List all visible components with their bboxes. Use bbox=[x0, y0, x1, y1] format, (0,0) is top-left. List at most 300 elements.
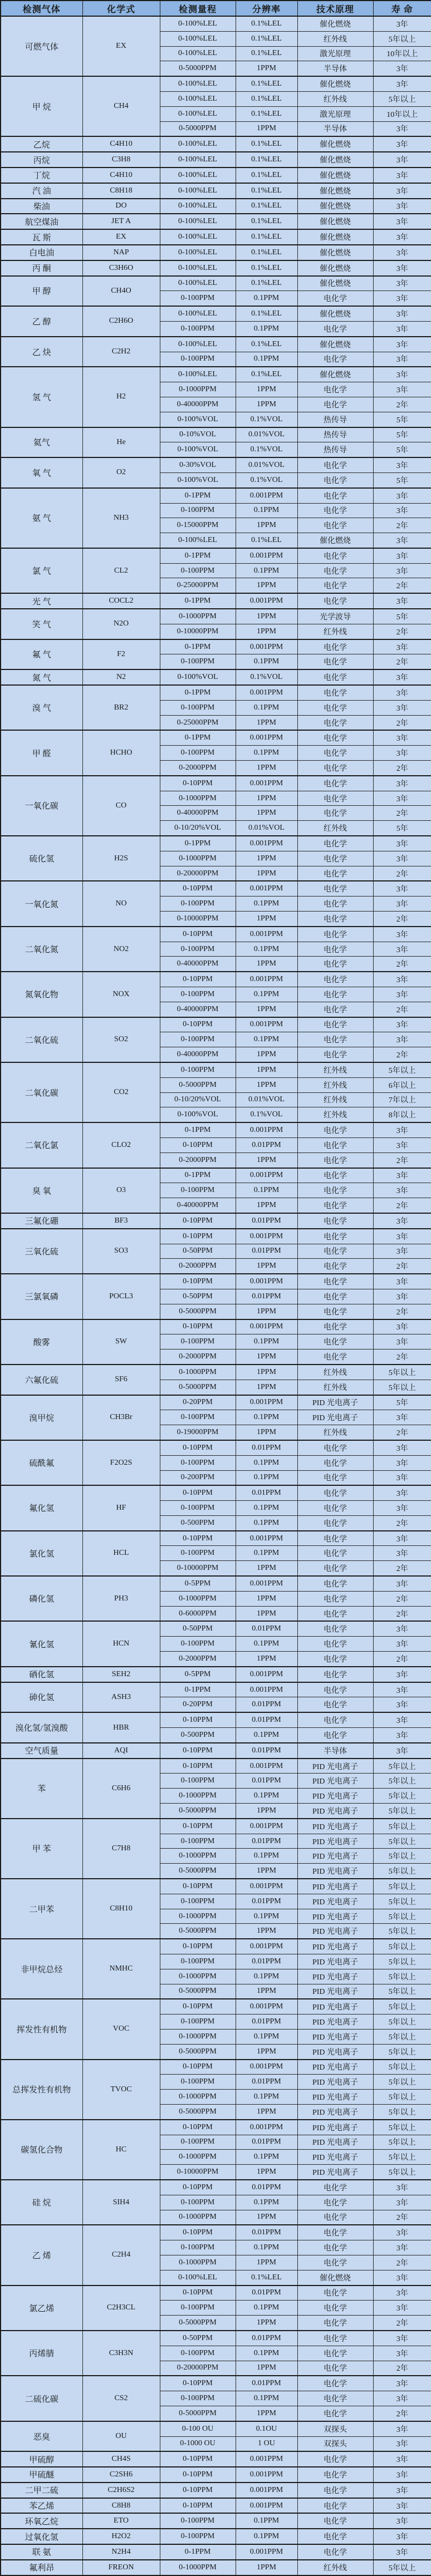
range-cell: 0-100PPM bbox=[160, 1894, 236, 1909]
resolution-cell: 0.1%VOL bbox=[236, 1107, 297, 1122]
principle-cell: 电化学 bbox=[297, 1289, 373, 1304]
range-cell: 0-6000PPM bbox=[160, 1606, 236, 1621]
resolution-cell: 0.1PPM bbox=[236, 563, 297, 578]
principle-cell: 电化学 bbox=[297, 851, 373, 866]
principle-cell: 红外线 bbox=[297, 1425, 373, 1440]
range-cell: 0-25000PPM bbox=[160, 578, 236, 593]
resolution-cell: 0.01PPM bbox=[236, 1774, 297, 1789]
gas-row bbox=[1, 1759, 431, 1774]
principle-cell: PID 光电离子 bbox=[297, 1909, 373, 1924]
principle-cell: 电化学 bbox=[297, 2240, 373, 2255]
gas-row bbox=[1, 337, 431, 352]
lifetime-cell: 5年以上 bbox=[373, 1774, 431, 1789]
principle-cell: 电化学 bbox=[297, 1728, 373, 1743]
header-lifetime: 寿 命 bbox=[373, 1, 431, 16]
formula-cell: SO3 bbox=[82, 1229, 160, 1274]
range-cell: 0-100PPM bbox=[160, 2529, 236, 2544]
lifetime-cell: 3年 bbox=[373, 306, 431, 321]
range-cell: 0-1PPM bbox=[160, 593, 236, 609]
range-cell: 0-100PPM bbox=[160, 2513, 236, 2529]
range-cell: 0-100PPM bbox=[160, 2240, 236, 2255]
gas-name-cell: 甲 醇 bbox=[1, 276, 82, 307]
principle-cell: 电化学 bbox=[297, 2346, 373, 2361]
lifetime-cell: 5年以上 bbox=[373, 2044, 431, 2059]
range-cell: 0-1000PPM bbox=[160, 382, 236, 397]
lifetime-cell: 3年 bbox=[373, 639, 431, 654]
lifetime-cell: 2年 bbox=[373, 1425, 431, 1440]
lifetime-cell: 5年 bbox=[373, 609, 431, 624]
gas-name-cell: 汽 油 bbox=[1, 183, 82, 199]
range-cell: 0-50PPM bbox=[160, 2331, 236, 2346]
resolution-cell: 0.01%VOL bbox=[236, 821, 297, 836]
principle-cell: 电化学 bbox=[297, 1652, 373, 1667]
lifetime-cell: 3年 bbox=[373, 2513, 431, 2529]
gas-row bbox=[1, 457, 431, 472]
range-cell: 0-1000PPM bbox=[160, 1849, 236, 1864]
range-cell: 0-10PPM bbox=[160, 1017, 236, 1032]
resolution-cell: 0.1PPM bbox=[236, 897, 297, 912]
principle-cell: 电化学 bbox=[297, 1274, 373, 1289]
formula-cell: ASH3 bbox=[82, 1682, 160, 1713]
resolution-cell: 1PPM bbox=[236, 624, 297, 639]
resolution-cell: 1PPM bbox=[236, 61, 297, 76]
principle-cell: 电化学 bbox=[297, 1229, 373, 1244]
resolution-cell: 0.1%LEL bbox=[236, 136, 297, 152]
gas-row bbox=[1, 1667, 431, 1682]
resolution-cell: 0.1OU bbox=[236, 2421, 297, 2436]
lifetime-cell: 5年以上 bbox=[373, 2090, 431, 2105]
principle-cell: PID 光电离子 bbox=[297, 1819, 373, 1834]
lifetime-cell: 2年 bbox=[373, 806, 431, 821]
range-cell: 0-10PPM bbox=[160, 972, 236, 987]
lifetime-cell: 5年以上 bbox=[373, 1819, 431, 1834]
principle-cell: 电化学 bbox=[297, 1485, 373, 1500]
lifetime-cell: 5年以上 bbox=[373, 1879, 431, 1894]
formula-cell: HBR bbox=[82, 1712, 160, 1743]
formula-cell: NMHC bbox=[82, 1939, 160, 1999]
gas-name-cell: 氯乙烯 bbox=[1, 2286, 82, 2331]
resolution-cell: 1PPM bbox=[236, 1804, 297, 1819]
lifetime-cell: 3年 bbox=[373, 1229, 431, 1244]
formula-cell: HCN bbox=[82, 1621, 160, 1666]
range-cell: 0-1PPM bbox=[160, 2544, 236, 2560]
resolution-cell: 0.1%LEL bbox=[236, 31, 297, 46]
gas-row bbox=[1, 2376, 431, 2391]
principle-cell: 电化学 bbox=[297, 593, 373, 609]
range-cell: 0-500PPM bbox=[160, 1515, 236, 1530]
gas-name-cell: 一氧化碳 bbox=[1, 776, 82, 836]
resolution-cell: 1PPM bbox=[236, 609, 297, 624]
lifetime-cell: 10年以上 bbox=[373, 46, 431, 61]
resolution-cell: 1PPM bbox=[236, 957, 297, 972]
range-cell: 0-1000PPM bbox=[160, 609, 236, 624]
lifetime-cell: 8年以上 bbox=[373, 1107, 431, 1122]
range-cell: 0-19000PPM bbox=[160, 1425, 236, 1440]
principle-cell: 电化学 bbox=[297, 1470, 373, 1485]
principle-cell: 电化学 bbox=[297, 957, 373, 972]
gas-row bbox=[1, 1319, 431, 1334]
resolution-cell: 0.001PPM bbox=[236, 972, 297, 987]
formula-cell: NO2 bbox=[82, 927, 160, 972]
lifetime-cell: 3年 bbox=[373, 2225, 431, 2240]
range-cell: 0-100%LEL bbox=[160, 106, 236, 121]
range-cell: 0-100%LEL bbox=[160, 76, 236, 91]
header-principle: 技术原理 bbox=[297, 1, 373, 16]
gas-row bbox=[1, 1062, 431, 1077]
gas-name-cell: 氧 气 bbox=[1, 457, 82, 488]
lifetime-cell: 3年 bbox=[373, 1485, 431, 1500]
principle-cell: 红外线 bbox=[297, 821, 373, 836]
range-cell: 0-2000PPM bbox=[160, 761, 236, 776]
lifetime-cell: 3年 bbox=[373, 942, 431, 957]
range-cell: 0-10PPM bbox=[160, 2180, 236, 2195]
range-cell: 0-1000PPM bbox=[160, 1365, 236, 1380]
principle-cell: PID 光电离子 bbox=[297, 2044, 373, 2059]
gas-name-cell: 苯 bbox=[1, 1759, 82, 1819]
lifetime-cell: 3年 bbox=[373, 152, 431, 168]
principle-cell: 催化燃烧 bbox=[297, 276, 373, 291]
lifetime-cell: 3年 bbox=[373, 2544, 431, 2560]
gas-name-cell: 乙烷 bbox=[1, 136, 82, 152]
principle-cell: 电化学 bbox=[297, 2467, 373, 2483]
principle-cell: 半导体 bbox=[297, 61, 373, 76]
resolution-cell: 0.01PPM bbox=[236, 1244, 297, 1259]
gas-row bbox=[1, 1168, 431, 1183]
gas-name-cell: 氮氧化物 bbox=[1, 972, 82, 1017]
principle-cell: 电化学 bbox=[297, 1122, 373, 1137]
principle-cell: 红外线 bbox=[297, 1092, 373, 1107]
range-cell: 0-1000PPM bbox=[160, 1969, 236, 1984]
gas-row bbox=[1, 927, 431, 942]
gas-row bbox=[1, 229, 431, 245]
principle-cell: 电化学 bbox=[297, 1561, 373, 1576]
lifetime-cell: 5年以上 bbox=[373, 2060, 431, 2075]
range-cell: 0-100PPM bbox=[160, 987, 236, 1002]
range-cell: 0-10PPM bbox=[160, 2498, 236, 2514]
gas-row bbox=[1, 669, 431, 685]
range-cell: 0-5PPM bbox=[160, 1576, 236, 1591]
lifetime-cell: 5年以上 bbox=[373, 1954, 431, 1969]
resolution-cell: 1PPM bbox=[236, 2361, 297, 2376]
gas-row bbox=[1, 548, 431, 563]
range-cell: 0-100PPM bbox=[160, 1455, 236, 1470]
gas-row bbox=[1, 2331, 431, 2346]
resolution-cell: 0.1%LEL bbox=[236, 46, 297, 61]
lifetime-cell: 2年 bbox=[373, 1606, 431, 1621]
lifetime-cell: 2年 bbox=[373, 397, 431, 412]
principle-cell: 红外线 bbox=[297, 31, 373, 46]
principle-cell: 电化学 bbox=[297, 1591, 373, 1606]
lifetime-cell: 5年以上 bbox=[373, 2029, 431, 2044]
formula-cell: O3 bbox=[82, 1168, 160, 1213]
range-cell: 0-1PPM bbox=[160, 488, 236, 503]
resolution-cell: 0.01PPM bbox=[236, 2135, 297, 2150]
principle-cell: 电化学 bbox=[297, 987, 373, 1002]
formula-cell: CL2 bbox=[82, 548, 160, 593]
gas-row bbox=[1, 685, 431, 700]
resolution-cell: 0.1%LEL bbox=[236, 91, 297, 106]
lifetime-cell: 5年以上 bbox=[373, 1849, 431, 1864]
resolution-cell: 1PPM bbox=[236, 578, 297, 593]
lifetime-cell: 2年 bbox=[373, 2361, 431, 2376]
lifetime-cell: 2年 bbox=[373, 1349, 431, 1365]
principle-cell: 电化学 bbox=[297, 685, 373, 700]
lifetime-cell: 3年 bbox=[373, 1289, 431, 1304]
range-cell: 0-50PPM bbox=[160, 1289, 236, 1304]
lifetime-cell: 3年 bbox=[373, 563, 431, 578]
resolution-cell: 1PPM bbox=[236, 715, 297, 730]
lifetime-cell: 3年 bbox=[373, 457, 431, 472]
gas-row bbox=[1, 1576, 431, 1591]
lifetime-cell: 3年 bbox=[373, 2301, 431, 2316]
lifetime-cell: 5年以上 bbox=[373, 2165, 431, 2180]
principle-cell: PID 光电离子 bbox=[297, 2135, 373, 2150]
resolution-cell: 0.01PPM bbox=[236, 1621, 297, 1636]
range-cell: 0-100PPM bbox=[160, 1637, 236, 1652]
range-cell: 0-25000PPM bbox=[160, 715, 236, 730]
lifetime-cell: 2年 bbox=[373, 1047, 431, 1062]
principle-cell: PID 光电离子 bbox=[297, 2060, 373, 2075]
range-cell: 0-100PPM bbox=[160, 563, 236, 578]
gas-row bbox=[1, 168, 431, 183]
lifetime-cell: 5年以上 bbox=[373, 1834, 431, 1849]
range-cell: 0-1000PPM bbox=[160, 2150, 236, 2165]
range-cell: 0-100%LEL bbox=[160, 276, 236, 291]
resolution-cell: 0.1PPM bbox=[236, 700, 297, 715]
lifetime-cell: 5年以上 bbox=[373, 1789, 431, 1804]
range-cell: 0-10PPM bbox=[160, 2483, 236, 2498]
formula-cell: C3H6O bbox=[82, 260, 160, 276]
resolution-cell: 0.001PPM bbox=[236, 1274, 297, 1289]
principle-cell: 电化学 bbox=[297, 2406, 373, 2421]
principle-cell: 电化学 bbox=[297, 1637, 373, 1652]
range-cell: 0-100PPM bbox=[160, 2075, 236, 2090]
gas-name-cell: 一氧化氮 bbox=[1, 881, 82, 926]
gas-row bbox=[1, 367, 431, 382]
range-cell: 0-100PPM bbox=[160, 321, 236, 336]
resolution-cell: 0.01PPM bbox=[236, 1440, 297, 1455]
lifetime-cell: 3年 bbox=[373, 1621, 431, 1636]
lifetime-cell: 3年 bbox=[373, 382, 431, 397]
lifetime-cell: 3年 bbox=[373, 533, 431, 548]
range-cell: 0-100PPM bbox=[160, 1774, 236, 1789]
resolution-cell: 0.001PPM bbox=[236, 1319, 297, 1334]
gas-name-cell: 甲硫醚 bbox=[1, 2467, 82, 2483]
resolution-cell: 1PPM bbox=[236, 2044, 297, 2059]
gas-name-cell: 溴甲烷 bbox=[1, 1395, 82, 1440]
gas-row bbox=[1, 1879, 431, 1894]
principle-cell: 电化学 bbox=[297, 1455, 373, 1470]
lifetime-cell: 3年 bbox=[373, 503, 431, 518]
gas-name-cell: 甲 醛 bbox=[1, 730, 82, 775]
lifetime-cell: 3年 bbox=[373, 1531, 431, 1546]
range-cell: 0-10PPM bbox=[160, 881, 236, 896]
resolution-cell: 1PPM bbox=[236, 1077, 297, 1092]
resolution-cell: 0.1%LEL bbox=[236, 106, 297, 121]
gas-row bbox=[1, 1743, 431, 1759]
range-cell: 0-1PPM bbox=[160, 548, 236, 563]
gas-name-cell: 二硫化碳 bbox=[1, 2376, 82, 2421]
range-cell: 0-10PPM bbox=[160, 927, 236, 942]
principle-cell: PID 光电离子 bbox=[297, 1759, 373, 1774]
lifetime-cell: 6年以上 bbox=[373, 1077, 431, 1092]
principle-cell: 电化学 bbox=[297, 2544, 373, 2560]
gas-name-cell: 甲 苯 bbox=[1, 1819, 82, 1879]
range-cell: 0-1PPM bbox=[160, 1682, 236, 1697]
gas-name-cell: 氟 气 bbox=[1, 639, 82, 670]
resolution-cell: 1PPM bbox=[236, 121, 297, 136]
range-cell: 0-20PPM bbox=[160, 1697, 236, 1712]
lifetime-cell: 5年以上 bbox=[373, 1939, 431, 1954]
table-header bbox=[1, 1, 431, 16]
principle-cell: 电化学 bbox=[297, 715, 373, 730]
range-cell: 0-5000PPM bbox=[160, 121, 236, 136]
range-cell: 0-100PPM bbox=[160, 700, 236, 715]
lifetime-cell: 3年 bbox=[373, 1334, 431, 1349]
resolution-cell: 0.001PPM bbox=[236, 836, 297, 851]
resolution-cell: 1PPM bbox=[236, 382, 297, 397]
principle-cell: PID 光电离子 bbox=[297, 1924, 373, 1939]
formula-cell: SEH2 bbox=[82, 1667, 160, 1682]
principle-cell: 电化学 bbox=[297, 563, 373, 578]
lifetime-cell: 3年 bbox=[373, 76, 431, 91]
lifetime-cell: 5年以上 bbox=[373, 91, 431, 106]
principle-cell: 电化学 bbox=[297, 382, 373, 397]
range-cell: 0-100%LEL bbox=[160, 31, 236, 46]
resolution-cell: 0.1PPM bbox=[236, 1969, 297, 1984]
gas-name-cell: 溴 气 bbox=[1, 685, 82, 730]
resolution-cell: 0.1PPM bbox=[236, 321, 297, 336]
gas-row bbox=[1, 183, 431, 199]
gas-row bbox=[1, 245, 431, 260]
gas-name-cell: 环氧乙烷 bbox=[1, 2513, 82, 2529]
lifetime-cell: 2年 bbox=[373, 1198, 431, 1213]
lifetime-cell: 2年 bbox=[373, 578, 431, 593]
resolution-cell: 0.1PPM bbox=[236, 1032, 297, 1047]
principle-cell: 电化学 bbox=[297, 897, 373, 912]
gas-name-cell: 航空煤油 bbox=[1, 214, 82, 229]
lifetime-cell: 3年 bbox=[373, 214, 431, 229]
lifetime-cell: 3年 bbox=[373, 1501, 431, 1516]
gas-name-cell: 甲硫醇 bbox=[1, 2451, 82, 2467]
resolution-cell: 1PPM bbox=[236, 1349, 297, 1365]
resolution-cell: 1PPM bbox=[236, 851, 297, 866]
principle-cell: 电化学 bbox=[297, 866, 373, 881]
gas-name-cell: 氨 气 bbox=[1, 488, 82, 548]
lifetime-cell: 2年 bbox=[373, 1002, 431, 1017]
principle-cell: 电化学 bbox=[297, 2255, 373, 2270]
formula-cell: SF6 bbox=[82, 1365, 160, 1395]
range-cell: 0-5000PPM bbox=[160, 1804, 236, 1819]
lifetime-cell: 5年以上 bbox=[373, 2014, 431, 2030]
formula-cell: NOX bbox=[82, 972, 160, 1017]
resolution-cell: 0.001PPM bbox=[236, 1682, 297, 1697]
resolution-cell: 0.001PPM bbox=[236, 1759, 297, 1774]
principle-cell: 电化学 bbox=[297, 518, 373, 533]
resolution-cell: 0.1PPM bbox=[236, 2090, 297, 2105]
lifetime-cell: 2年 bbox=[373, 715, 431, 730]
gas-row bbox=[1, 16, 431, 31]
resolution-cell: 0.001PPM bbox=[236, 1999, 297, 2014]
gas-name-cell: 空气质量 bbox=[1, 1743, 82, 1759]
resolution-cell: 1PPM bbox=[236, 2316, 297, 2331]
resolution-cell: 0.1PPM bbox=[236, 942, 297, 957]
range-cell: 0-5000PPM bbox=[160, 61, 236, 76]
resolution-cell: 0.01PPM bbox=[236, 1743, 297, 1759]
range-cell: 0-10000PPM bbox=[160, 2165, 236, 2180]
resolution-cell: 0.01PPM bbox=[236, 2286, 297, 2301]
range-cell: 0-1000PPM bbox=[160, 1789, 236, 1804]
lifetime-cell: 3年 bbox=[373, 1017, 431, 1032]
range-cell: 0-5000PPM bbox=[160, 1864, 236, 1879]
gas-row bbox=[1, 836, 431, 851]
resolution-cell: 0.1%LEL bbox=[236, 183, 297, 199]
principle-cell: PID 光电离子 bbox=[297, 1804, 373, 1819]
resolution-cell: 0.1PPM bbox=[236, 1470, 297, 1485]
formula-cell: C2H2 bbox=[82, 337, 160, 367]
resolution-cell: 0.1%LEL bbox=[236, 229, 297, 245]
range-cell: 0-5000PPM bbox=[160, 2044, 236, 2059]
gas-row bbox=[1, 2467, 431, 2483]
resolution-cell: 0.01PPM bbox=[236, 2180, 297, 2195]
principle-cell: PID 光电离子 bbox=[297, 2104, 373, 2119]
lifetime-cell: 5年 bbox=[373, 472, 431, 487]
gas-name-cell: 硫酰氟 bbox=[1, 1440, 82, 1485]
range-cell: 0-1PPM bbox=[160, 639, 236, 654]
principle-cell: 电化学 bbox=[297, 397, 373, 412]
formula-cell: SIH4 bbox=[82, 2180, 160, 2225]
principle-cell: 电化学 bbox=[297, 746, 373, 761]
lifetime-cell: 3年 bbox=[373, 367, 431, 382]
lifetime-cell: 5年以上 bbox=[373, 1969, 431, 1984]
lifetime-cell: 3年 bbox=[373, 2467, 431, 2483]
gas-row bbox=[1, 1017, 431, 1032]
gas-name-cell: 三氧化硫 bbox=[1, 1229, 82, 1274]
lifetime-cell: 2年 bbox=[373, 1591, 431, 1606]
lifetime-cell: 3年 bbox=[373, 2240, 431, 2255]
range-cell: 0-1000PPM bbox=[160, 791, 236, 806]
gas-row bbox=[1, 1440, 431, 1455]
resolution-cell: 1PPM bbox=[236, 1002, 297, 1017]
range-cell: 0-1PPM bbox=[160, 1122, 236, 1137]
resolution-cell: 1PPM bbox=[236, 1304, 297, 1319]
gas-name-cell: 可燃气体 bbox=[1, 16, 82, 76]
range-cell: 0-1PPM bbox=[160, 730, 236, 745]
gas-row bbox=[1, 306, 431, 321]
principle-cell: 电化学 bbox=[297, 669, 373, 685]
lifetime-cell: 2年 bbox=[373, 2210, 431, 2225]
resolution-cell: 1PPM bbox=[236, 2165, 297, 2180]
lifetime-cell: 3年 bbox=[373, 321, 431, 336]
lifetime-cell: 3年 bbox=[373, 548, 431, 563]
range-cell: 0-100PPM bbox=[160, 2135, 236, 2150]
resolution-cell: 0.001PPM bbox=[236, 1531, 297, 1546]
range-cell: 0-20000PPM bbox=[160, 866, 236, 881]
gas-name-cell: 氮 气 bbox=[1, 669, 82, 685]
principle-cell: 电化学 bbox=[297, 1032, 373, 1047]
range-cell: 0-1000PPM bbox=[160, 851, 236, 866]
resolution-cell: 0.1PPM bbox=[236, 503, 297, 518]
principle-cell: 电化学 bbox=[297, 912, 373, 927]
principle-cell: 热传导 bbox=[297, 427, 373, 442]
resolution-cell: 0.01PPM bbox=[236, 1213, 297, 1229]
gas-name-cell: 二氧化硫 bbox=[1, 1017, 82, 1062]
resolution-cell: 1PPM bbox=[236, 1425, 297, 1440]
lifetime-cell: 5年以上 bbox=[373, 2120, 431, 2135]
gas-row bbox=[1, 276, 431, 291]
range-cell: 0-1000PPM bbox=[160, 2255, 236, 2270]
gas-name-cell: 硫化氢 bbox=[1, 836, 82, 881]
